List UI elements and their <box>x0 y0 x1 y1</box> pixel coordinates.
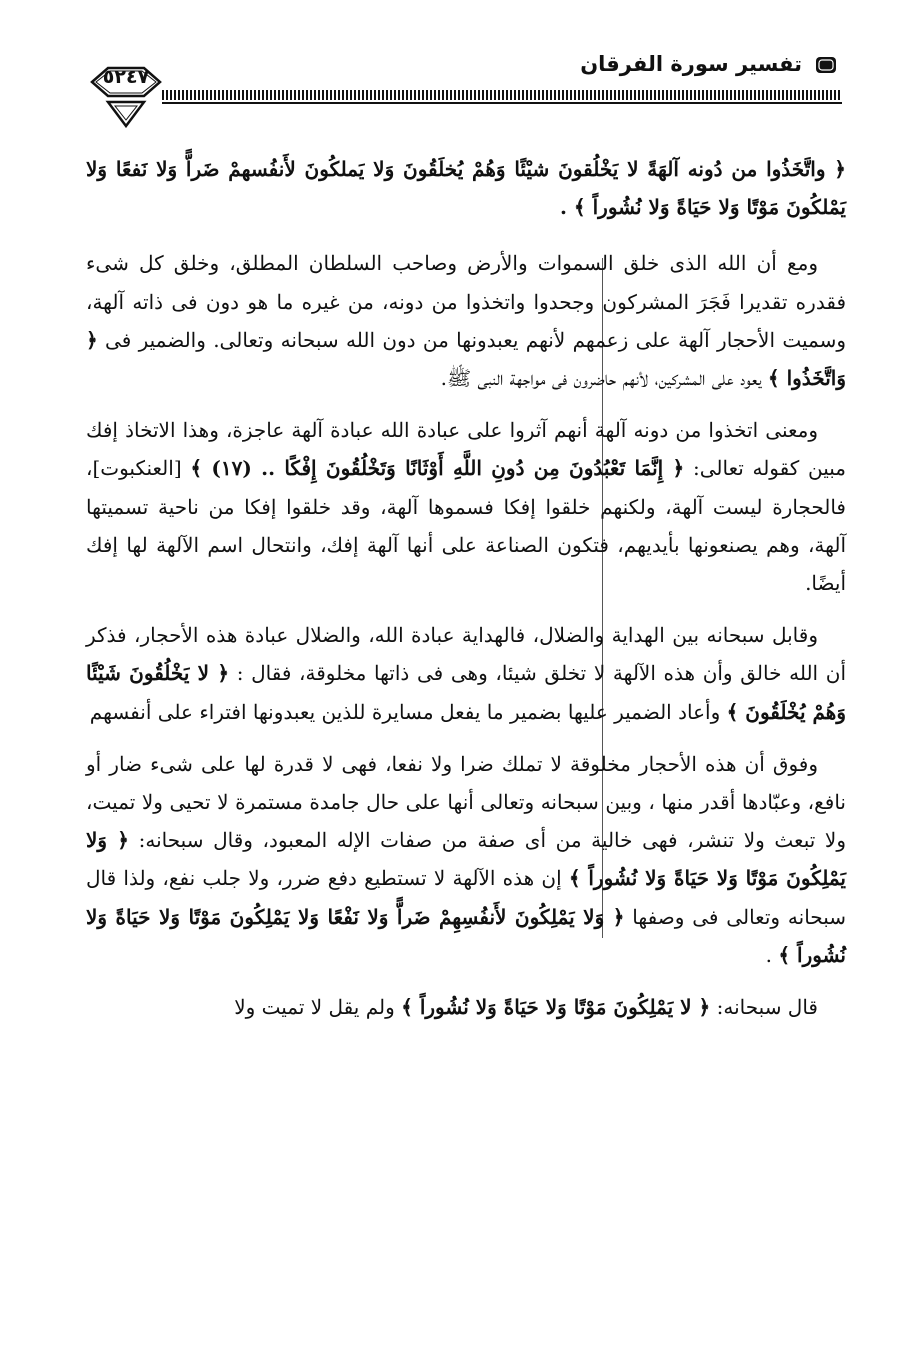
paragraph-text: . <box>765 942 779 967</box>
header-rule <box>162 90 842 100</box>
paragraph-text: قال سبحانه: <box>710 995 818 1020</box>
paragraph-text: وقابل سبحانه بين الهداية والضلال، فالهداية عبادة الله، والضلال عبادة هذه الأحجار، فذكر أن الله خالق وأن هذه الآلهة لا تخلق شيئا، وهى فى ذاتها مخلوقة، فقال : <box>86 623 846 686</box>
paragraph <box>86 411 846 602</box>
paragraph-text: ومع أن الله الذى خلق السموات والأرض وصاحب السلطان المطلق، وخلق كل شىء فقدره تقديرا فَجَرَ المشركون وجحدوا واتخذوا من دونه، من غيره ما هو دون فى ذاته آلهة، وسميت الأحجار آلهة على زعمهم لأنهم يعبدونها من دون الله سبحانه وتعالى. والضمير فى <box>86 251 846 352</box>
paragraph-text: وفوق أن هذه الأحجار مخلوقة لا تملك ضرا ولا نفعا، فهى لا قدرة لها على شىء ضار أو نافع، وعبّادها أقدر منها ، وبين سبحانه وتعالى أنها على حال جامدة مستمرة لا تحيى ولا تميت، ولا تبعث ولا تنشر، فهى خالية من أى صفة من صفات الإله المعبود، وقال سبحانه: <box>86 751 846 853</box>
page-number: ٥٢٤٧ <box>102 66 150 88</box>
quran-quote: ﴿ وَاتَّخَذُوا ﴾ <box>86 327 846 391</box>
quran-quote: ﴿ إِنَّمَا تَعْبُدُونَ مِن دُونِ اللَّهِ أَوْثَانًا وَتَخْلُقُونَ إِفْكًا .. (١٧) ﴾ <box>190 456 685 481</box>
quran-quote: ﴿ وَلا يَمْلِكُونَ لأَنفُسِهِمْ ضَراًّ وَلا نَفْعًا وَلا يَمْلِكُونَ مَوْتًا وَلا حَيَاةً وَلا نُشُوراً ﴾ <box>86 904 846 967</box>
page-header <box>86 40 842 136</box>
paragraph-text: وأعاد الضمير عليها بضمير ما يفعل مسايرة للذين يعبدونها افتراء على أنفسهم <box>89 699 727 724</box>
quran-quote: ﴿ لا يَمْلِكُونَ مَوْتًا وَلا حَيَاةً وَلا نُشُوراً ﴾ <box>401 995 711 1020</box>
quran-quote: ﴿ لا يَخْلُقُونَ شَيْئًا وَهُمْ يُخْلَقُونَ ﴾ <box>86 661 846 724</box>
ornament-icon <box>814 54 838 76</box>
verse-block: ﴿ واتَّخَذُوا من دُونه آلهَةً لا يَخْلُقونَ شيْئًا وَهُمْ يُخلَقُونَ وَلا يَملكُونَ لأَنفُسهمْ ضَراًّ وَلا نَفعًا وَلا يَمْلكُونَ مَوْتًا وَلا حَيَاةً وَلا نُشُوراً ﴾ . <box>86 157 846 220</box>
paragraph-text: ومعنى اتخذوا من دونه آلهة أنهم آثروا على عبادة الله عبادة آلهة عاجزة، وهذا الاتخاذ إفك مبين كقوله تعالى: <box>86 418 846 481</box>
commentary <box>86 244 846 1026</box>
header-rule-line <box>162 102 842 104</box>
paragraph-text: يعود على المشركين، لأنهم حاضرون فى مواجهة النبى ﷺ. <box>440 366 768 391</box>
page-badge-icon <box>86 52 166 138</box>
paragraph <box>86 616 846 731</box>
running-title: تفسير سورة الفرقان <box>580 52 802 76</box>
paragraph-text: إن هذه الآلهة لا تستطيع دفع ضرر، ولا جلب نفع، ولذا قال سبحانه وتعالى فى وصفها <box>86 866 846 929</box>
paragraph <box>86 745 846 974</box>
quran-quote: ﴿ وَلا يَمْلِكُونَ مَوْتًا وَلا حَيَاةً وَلا نُشُوراً ﴾ <box>86 828 846 891</box>
paragraph <box>86 244 846 397</box>
paragraph <box>86 988 846 1026</box>
paragraph-text: ولم يقل لا تميت ولا <box>234 995 402 1020</box>
paragraph-text: [العنكبوت]، فالحجارة ليست آلهة، ولكنهم خلقوا إفكا فسموها آلهة، وقد خلقوا إفكا من ناحية تسميتها آلهة، وهم يصنعونها بأيديهم، فتكون الصناعة على أنها آلهة إفك، وانتحال اسم الآلهة لها إفك أيضًا. <box>86 456 846 596</box>
page-body <box>86 150 846 1040</box>
